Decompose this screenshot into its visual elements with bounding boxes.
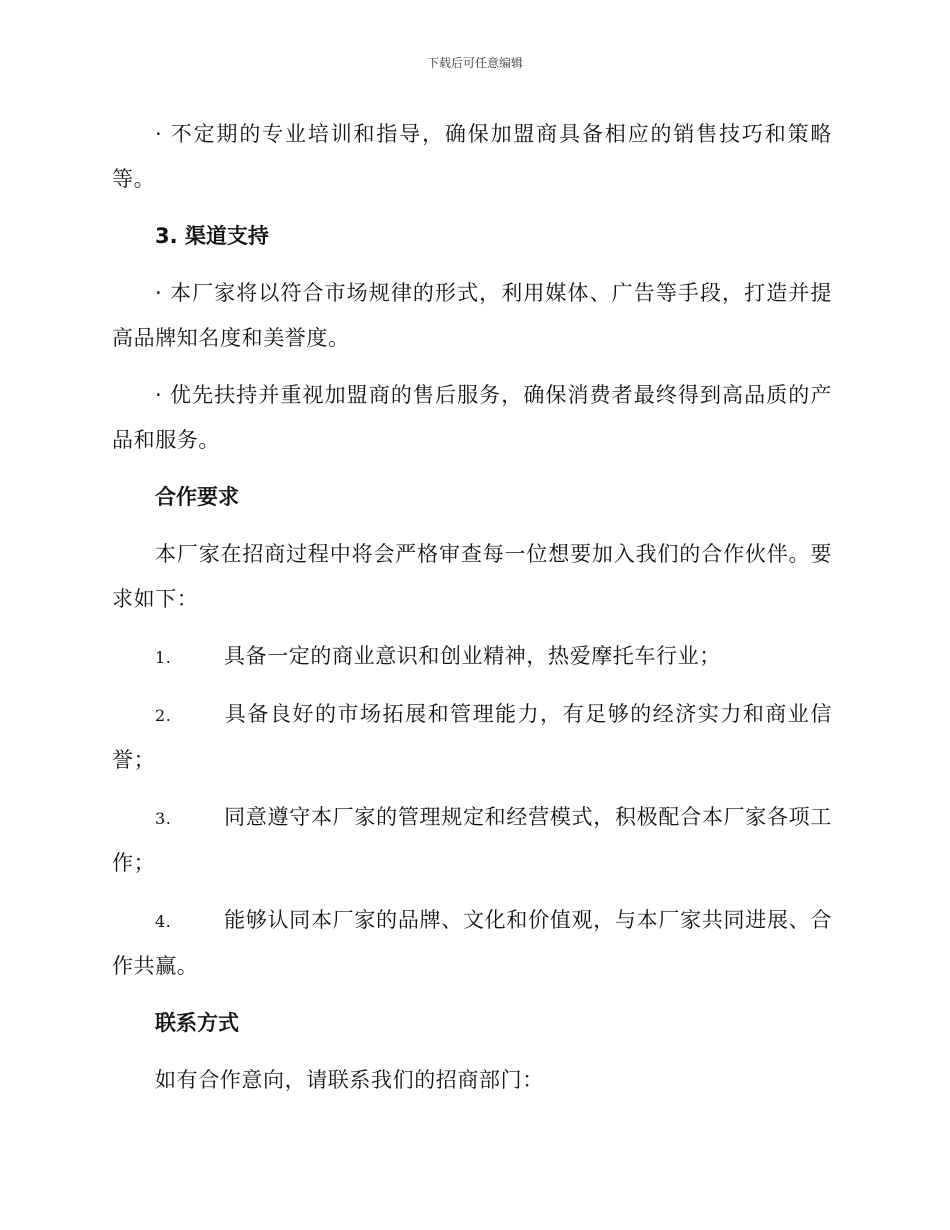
paragraph-training: · 不定期的专业培训和指导，确保加盟商具备相应的销售技巧和策略等。 [112, 122, 832, 191]
paragraph-contact: 如有合作意向，请联系我们的招商部门： [155, 1068, 544, 1092]
document-body [112, 112, 832, 1115]
requirement-item [112, 795, 832, 886]
item-text: 具备良好的市场拓展和管理能力，有足够的经济实力和商业信誉； [112, 702, 832, 772]
item-text: 具备一定的商业意识和创业精神，热爱摩托车行业； [224, 644, 721, 668]
item-number: 2. [155, 706, 172, 725]
requirement-item [112, 634, 832, 680]
heading-cooperation-requirements: 合作要求 [155, 485, 239, 509]
page-header: 下载后可任意编辑 [426, 56, 523, 70]
item-number: 1. [155, 648, 172, 667]
heading-contact: 联系方式 [155, 1011, 239, 1035]
item-number: 3. [155, 809, 172, 828]
item-text: 同意遵守本厂家的管理规定和经营模式，积极配合本厂家各项工作； [112, 805, 832, 875]
item-text: 能够认同本厂家的品牌、文化和价值观，与本厂家共同进展、合作共赢。 [112, 908, 832, 978]
item-number: 4. [155, 912, 172, 931]
paragraph-brand-promotion: · 本厂家将以符合市场规律的形式，利用媒体、广告等手段，打造并提高品牌知名度和美誉度。 [112, 281, 832, 350]
requirement-item [112, 898, 832, 989]
paragraph-requirements-intro: 本厂家在招商过程中将会严格审查每一位想要加入我们的合作伙伴。要求如下： [112, 542, 832, 611]
requirement-item [112, 692, 832, 783]
heading-channel-support: 3. 渠道支持 [155, 224, 269, 248]
paragraph-after-sales: · 优先扶持并重视加盟商的售后服务，确保消费者最终得到高品质的产品和服务。 [112, 383, 832, 452]
